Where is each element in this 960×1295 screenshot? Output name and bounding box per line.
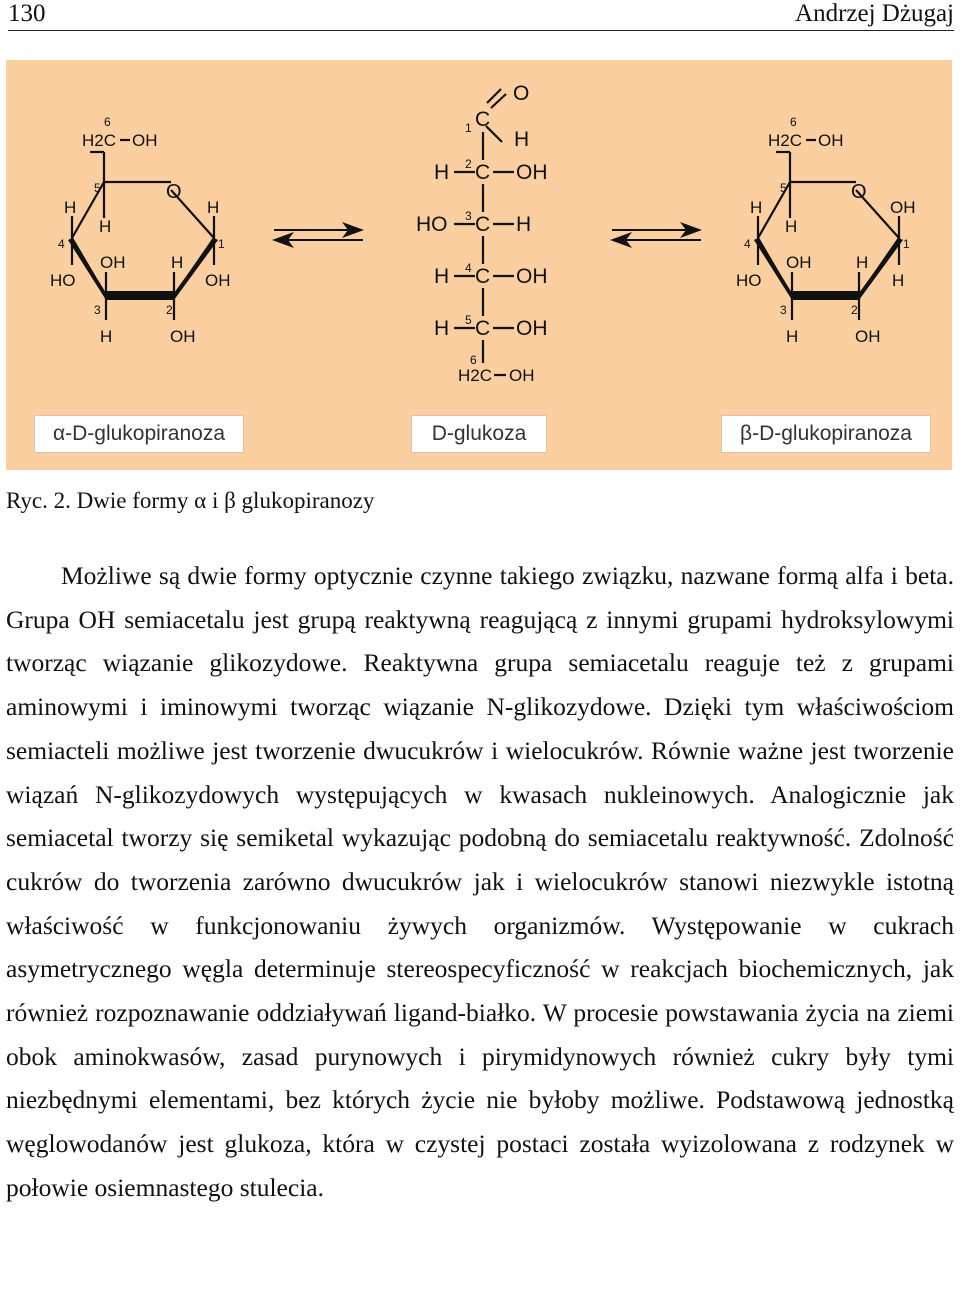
equilibrium-arrows-left	[272, 222, 364, 248]
open-c4-hydrogen: H	[434, 265, 450, 288]
open-c4-hydroxyl: OH	[516, 265, 548, 288]
alpha-h3-label: H	[100, 327, 113, 346]
alpha-ho4-label: HO	[50, 271, 76, 290]
alpha-c4-number: 4	[58, 237, 65, 251]
open-c5-number: 5	[465, 313, 472, 327]
alpha-c1-number: 1	[218, 237, 225, 251]
page-number: 130	[8, 0, 46, 27]
open-aldehyde-oxygen: O	[513, 82, 530, 105]
alpha-oh2-label: OH	[170, 327, 196, 346]
beta-label-box: β-D-glukopiranoza	[721, 415, 931, 453]
beta-c5-number: 5	[780, 181, 787, 195]
alpha-c3-number: 3	[94, 303, 101, 317]
open-label-box: D-glukoza	[411, 415, 547, 453]
open-c6-h2c: H2C	[458, 366, 493, 385]
open-c4-number: 4	[465, 261, 472, 275]
beta-h3-label: H	[786, 327, 799, 346]
equilibrium-arrows-right	[610, 222, 702, 248]
alpha-c6-number: 6	[104, 115, 111, 129]
glucose-figure	[6, 60, 952, 470]
open-c2-number: 2	[465, 157, 472, 171]
open-c1-number: 1	[465, 121, 472, 135]
page-header	[8, 0, 954, 31]
beta-oh3-label: OH	[786, 253, 812, 272]
alpha-h2c-label: H2C	[82, 131, 117, 150]
alpha-c2-number: 2	[166, 303, 173, 317]
beta-h5-label: H	[750, 198, 763, 217]
alpha-c5-number: 5	[94, 181, 101, 195]
alpha-ring-oxygen: O	[166, 181, 182, 203]
alpha-h2-label: H	[171, 253, 184, 272]
open-c3-hydrogen: H	[516, 213, 532, 236]
open-c4-carbon: C	[475, 265, 491, 288]
alpha-label-box: α-D-glukopiranoza	[34, 415, 244, 453]
open-c3-carbon: C	[475, 213, 491, 236]
open-c5-hydroxyl: OH	[516, 317, 548, 340]
beta-h1-label: H	[892, 271, 905, 290]
glucose-structures-diagram	[6, 60, 952, 470]
figure-caption: Ryc. 2. Dwie formy α i β glukopiranozy	[6, 488, 375, 513]
beta-c2-number: 2	[851, 303, 858, 317]
beta-ring-structure	[736, 115, 916, 346]
beta-oh2-label: OH	[855, 327, 881, 346]
beta-ring-oxygen: O	[851, 181, 867, 203]
alpha-oh6-label: OH	[132, 131, 158, 150]
alpha-h5-label: H	[64, 198, 77, 217]
open-chain-structure	[416, 82, 548, 385]
open-c5-carbon: C	[475, 317, 491, 340]
open-c5-hydrogen: H	[434, 317, 450, 340]
open-c3-number: 3	[465, 209, 472, 223]
beta-c1-number: 1	[903, 237, 910, 251]
open-c3-hydroxyl: HO	[416, 213, 448, 236]
beta-oh1-label: OH	[890, 198, 916, 217]
alpha-ring-structure	[50, 115, 231, 346]
body-paragraph: Możliwe są dwie formy optycznie czynne takiego związku, nazwane formą alfa i beta. Grupa OH semiacetalu jest grupą reaktywną reagującą z innymi grupami hydroksylowymi tworząc wiązanie glikozydowe. Reaktywna grupa semiacetalu reaguje też z grupami aminowymi i iminowymi tworząc wiązanie N-glikozydowe. Dzięki tym właściwościom semiacteli możliwe jest tworzenie dwucukrów i wielocukrów. Równie ważne jest tworzenie wiązań N-glikozydowych występujących w kwasach nukleinowych. Analogicznie jak semiacetal tworzy się semiketal wykazując podobną do semiacetalu reaktywność. Zdolność cukrów do tworzenia zarówno dwucukrów jak i wielocukrów stanowi niezwykle istotną właściwość w funkcjonowaniu żywych organizmów. Występowanie w cukrach asymetrycznego węgla determinuje stereospecyficzność w reakcjach biochemicznych, jak również rozpoznawanie oddziaływań ligand-białko. W procesie powstawania życia na ziemi obok aminokwasów, zasad purynowych i pirymidynowych również cukry były tymi niezbędnymi elementami, bez których życie nie byłoby możliwe. Podstawową jednostką węglowodanów jest glukoza, która w czystej postaci została wyizolowana z rodzynek w połowie osiemnastego stulecia.	[6, 561, 954, 1202]
open-c1-hydrogen: H	[514, 128, 530, 151]
alpha-h4-label: H	[99, 217, 112, 236]
beta-h2c-label: H2C	[768, 131, 803, 150]
alpha-oh3-label: OH	[100, 253, 126, 272]
alpha-h1-label: H	[207, 198, 220, 217]
open-c2-hydrogen: H	[434, 161, 450, 184]
beta-c3-number: 3	[780, 303, 787, 317]
open-c6-hydroxyl: OH	[509, 366, 535, 385]
beta-c4-number: 4	[744, 237, 751, 251]
running-author: Andrzej Dżugaj	[795, 0, 954, 27]
alpha-oh1-label: OH	[205, 271, 231, 290]
open-c1-carbon: C	[475, 108, 491, 131]
open-c2-hydroxyl: OH	[516, 161, 548, 184]
beta-c6-number: 6	[790, 115, 797, 129]
open-c6-number: 6	[470, 353, 477, 367]
beta-ho4-label: HO	[736, 271, 762, 290]
beta-h4-label: H	[785, 217, 798, 236]
beta-h2-label: H	[856, 253, 869, 272]
beta-oh6-label: OH	[818, 131, 844, 150]
open-c2-carbon: C	[475, 161, 491, 184]
